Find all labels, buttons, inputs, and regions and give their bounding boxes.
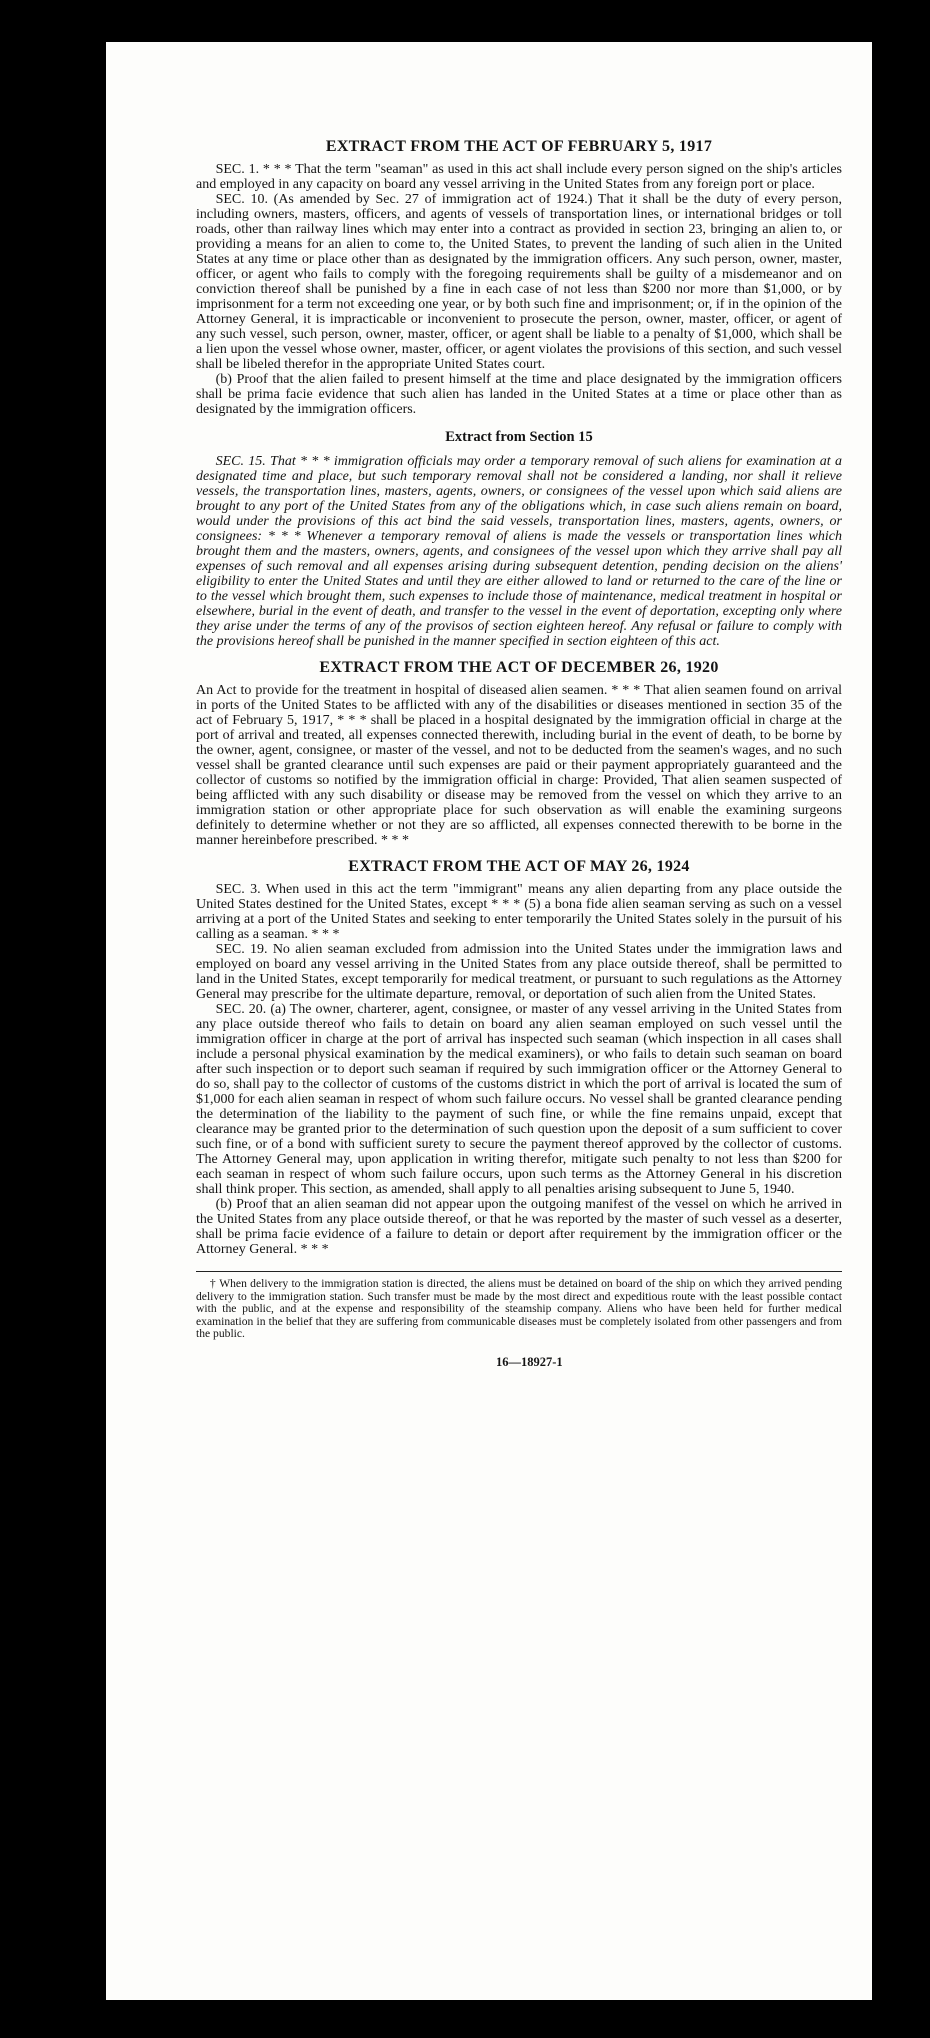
heading-act-1917: EXTRACT FROM THE ACT OF FEBRUARY 5, 1917 xyxy=(325,138,713,155)
para-1917-sec10: SEC. 10. (As amended by Sec. 27 of immigration act of 1924.) That it shall be the duty of every person, including owners, masters, officers, and agents of vessels of transportation lines, or international bridges or toll roads, other than railway lines which may enter into a contract as provided in section 23, bringing an alien to, or providing a means for an alien to come to, the United States, to prevent the landing of such alien in the United States at any time or place other than as designated by the immigration officers. Any such person, owner, master, officer, or agent who fails to comply with the foregoing requirements shall be guilty of a misdemeanor and on conviction thereof shall be punished by a fine in each case of not less than $200 nor more than $1,000, or by imprisonment for a term not exceeding one year, or by both such fine and imprisonment; or, if in the opinion of the Attorney General, it is impracticable or inconvenient to prosecute the person, owner, master, officer, or agent of any such vessel, such person, owner, master, officer, or agent shall be liable to a penalty of $1,000, which shall be a lien upon the vessel whose owner, master, officer, or agent violates the provisions of this section, and such vessel shall be libeled therefor in the appropriate United States court. xyxy=(196,192,842,372)
para-1917-sec10b: (b) Proof that the alien failed to present himself at the time and place designated by the immigration officers shall be prima facie evidence that such alien has landed in the United States at a time or place other than as designated by the immigration officers. xyxy=(196,372,842,417)
para-1924-sec19: SEC. 19. No alien seaman excluded from admission into the United States under the immigration laws and employed on board any vessel arriving in the United States from any place outside thereof, shall be permitted to land in the United States, except temporarily for medical treatment, or pursuant to such regulations as the Attorney General may prescribe for the ultimate departure, removal, or deportation of such alien from the United States. xyxy=(196,942,842,1002)
print-code: 16—18927-1 xyxy=(496,1354,563,1369)
para-1920: An Act to provide for the treatment in hospital of diseased alien seamen. * * * That alien seamen found on arrival in ports of the United States to be afflicted with any of the disabilities or diseases mentioned in section 35 of the act of February 5, 1917, * * * shall be placed in a hospital designated by the immigration official in charge at the port of arrival and treated, all expenses connected therewith, including burial in the event of death, to be borne by the owner, agent, consignee, or master of the vessel, and not to be deducted from the seamen's wages, and no such vessel shall be granted clearance until such expenses are paid or their payment appropriately guaranteed and the collector of customs so notified by the immigration official in charge: Provided, That alien seamen suspected of being afflicted with any such disability or disease may be removed from the vessel on which they arrive to an immigration station or other appropriate place for such observation as will enable the examining surgeons definitely to determine whether or not they are so afflicted, all expenses connected therewith to be borne in the manner hereinbefore prescribed. * * * xyxy=(196,683,842,848)
spacer xyxy=(196,649,842,659)
heading-section-15: Extract from Section 15 xyxy=(445,429,593,445)
para-1917-sec1: SEC. 1. * * * That the term "seaman" as used in this act shall include every person signed on the ship's articles and employed in any capacity on board any vessel arriving in the United States from any foreign port or place. xyxy=(196,162,842,192)
footnote: † When delivery to the immigration station is directed, the aliens must be detained on board of the ship on which they arrived pending delivery to the immigration station. Such transfer must be made by the most direct and expeditious route with the least possible contact with the public, and at the expense and responsibility of the steamship company. Aliens who have been held for further medical examination in the belief that they are suffering from communicable diseases must be completely isolated from other passengers and from the public. xyxy=(196,1277,842,1340)
para-section-15: SEC. 15. That * * * immigration officials may order a temporary removal of such aliens for examination at a designated time and place, but such temporary removal shall not be considered a landing, nor shall it relieve vessels, the transportation lines, masters, agents, owners, or consignees of the vessel upon which said aliens are brought to any port of the United States from any of the obligations which, in case such aliens remain on board, would under the provisions of this act bind the said vessels, transportation lines, masters, agents, owners, or consignees: * * * Whenever a temporary removal of aliens is made the vessels or transportation lines which brought them and the masters, owners, agents, and consignees of the vessel upon which they arrive shall pay all expenses of such removal and all expenses arising during subsequent detention, pending decision on the aliens' eligibility to enter the United States and until they are either allowed to land or returned to the care of the line or to the vessel which brought them, such expenses to include those of maintenance, medical treatment in hospital or elsewhere, burial in the event of death, and transfer to the vessel in the event of deportation, excepting only where they arise under the terms of any of the provisos of section eighteen hereof. Any refusal or failure to comply with the provisions hereof shall be punished in the manner specified in section eighteen of this act. xyxy=(196,454,842,649)
para-1924-sec20a: SEC. 20. (a) The owner, charterer, agent, consignee, or master of any vessel arriving in the United States from any place outside thereof who fails to detain on board any alien seaman employed on such vessel until the immigration officer in charge at the port of arrival has inspected such seaman (which inspection in all cases shall include a personal physical examination by the medical examiners), or who fails to detain such seaman on board after such inspection or to deport such seaman if required by such immigration officer or the Attorney General to do so, shall pay to the collector of customs of the customs district in which the port of arrival is located the sum of $1,000 for each alien seaman in respect of whom such failure occurs. No vessel shall be granted clearance pending the determination of the liability to the payment of such fine, or while the fine remains unpaid, except that clearance may be granted prior to the determination of such question upon the deposit of a sum sufficient to cover such fine, or of a bond with sufficient surety to secure the payment thereof approved by the collector of customs. The Attorney General may, upon application in writing therefor, mitigate such penalty to not less than $200 for each seaman in respect of whom such failure occurs, upon such terms as the Attorney General in his discretion shall think proper. This section, as amended, shall apply to all penalties arising subsequent to June 5, 1940. xyxy=(196,1002,842,1197)
para-1924-sec3: SEC. 3. When used in this act the term "immigrant" means any alien departing from any place outside the United States destined for the United States, except * * * (5) a bona fide alien seaman serving as such on a vessel arriving at a port of the United States and seeking to enter temporarily the United States solely in the pursuit of his calling as a seaman. * * * xyxy=(196,882,842,942)
document-page xyxy=(106,42,872,2000)
heading-act-1920: EXTRACT FROM THE ACT OF DECEMBER 26, 1920 xyxy=(319,659,719,676)
footnote-divider xyxy=(196,1271,842,1272)
para-1924-sec20b: (b) Proof that an alien seaman did not appear upon the outgoing manifest of the vessel on which he arrived in the United States from any place outside thereof, or that he was reported by the master of such vessel as a deserter, shall be prima facie evidence of a failure to detain or deport after requirement by the immigration officer or the Attorney General. * * * xyxy=(196,1197,842,1257)
heading-act-1924: EXTRACT FROM THE ACT OF MAY 26, 1924 xyxy=(348,858,690,875)
spacer xyxy=(196,848,842,858)
